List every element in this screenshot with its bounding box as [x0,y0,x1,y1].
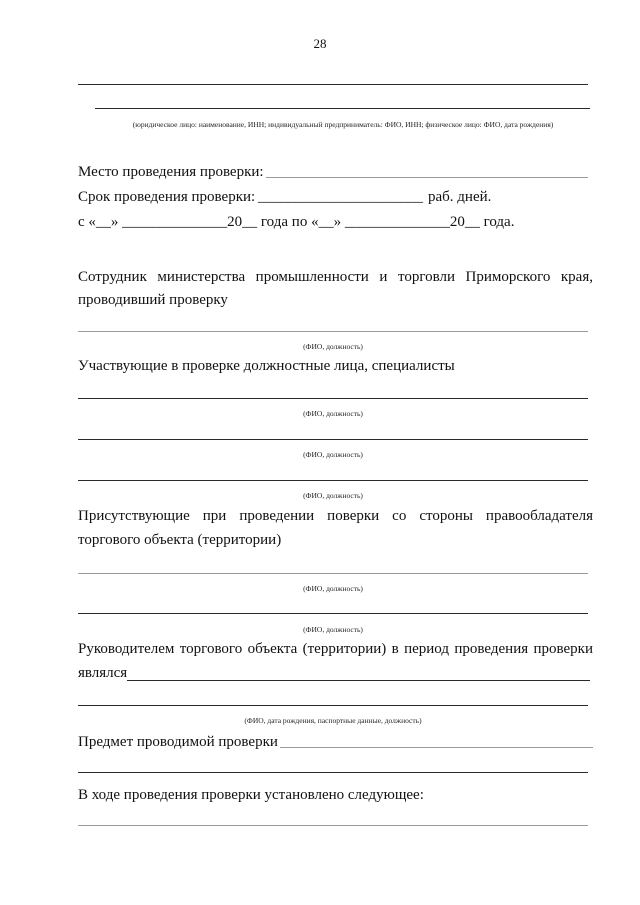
head-caption: (ФИО, дата рождения, паспортные данные, должность) [244,716,422,725]
head-line-2: являлся [78,665,128,681]
dates-line: с «__» ______________20__ года по «__» ______________20__ года. [78,214,515,230]
employee-field[interactable] [78,331,588,332]
participant-field-3[interactable] [78,480,588,481]
participant-field-1[interactable] [78,398,588,399]
subject-field[interactable] [280,747,593,748]
employee-line-2: проводивший проверку [78,292,228,308]
head-field-inline[interactable] [127,680,590,681]
subject-field-2[interactable] [78,772,588,773]
present-caption-2: (ФИО, должность) [303,625,363,634]
period-days-field[interactable]: ______________________ [258,189,423,205]
present-field-1[interactable] [78,573,588,574]
head-field-2[interactable] [78,705,588,706]
participant-caption-1: (ФИО, должность) [303,409,363,418]
present-field-2[interactable] [78,613,588,614]
present-line-2: торгового объекта (территории) [78,532,282,548]
subject-label: Предмет проводимой проверки [78,734,278,750]
period-unit: раб. дней. [428,189,492,205]
participant-field-2[interactable] [78,439,588,440]
entity-line-1[interactable] [78,84,588,85]
participant-caption-2: (ФИО, должность) [303,450,363,459]
employee-line-1: Сотрудник министерства промышленности и торговли Приморского края, [78,269,593,285]
employee-caption: (ФИО, должность) [303,342,363,351]
period-label: Срок проведения проверки: [78,189,256,205]
present-caption-1: (ФИО, должность) [303,584,363,593]
place-field[interactable] [266,177,588,178]
place-label: Место проведения проверки: [78,164,264,180]
present-line-1: Присутствующие при проведении поверки со стороны правообладателя [78,508,593,524]
findings-field[interactable] [78,825,588,826]
page-number: 28 [313,36,327,51]
entity-line-2[interactable] [95,108,590,109]
head-line-1: Руководителем торгового объекта (территории) в период проведения проверки [78,641,593,657]
participant-caption-3: (ФИО, должность) [303,491,363,500]
findings-label: В ходе проведения проверки установлено следующее: [78,787,424,803]
entity-caption: (юридическое лицо: наименование, ИНН; индивидуальный предприниматель: ФИО, ИНН; физическое лицо: ФИО, дата рождения) [132,120,554,129]
participants-label: Участвующие в проверке должностные лица, специалисты [78,358,455,374]
